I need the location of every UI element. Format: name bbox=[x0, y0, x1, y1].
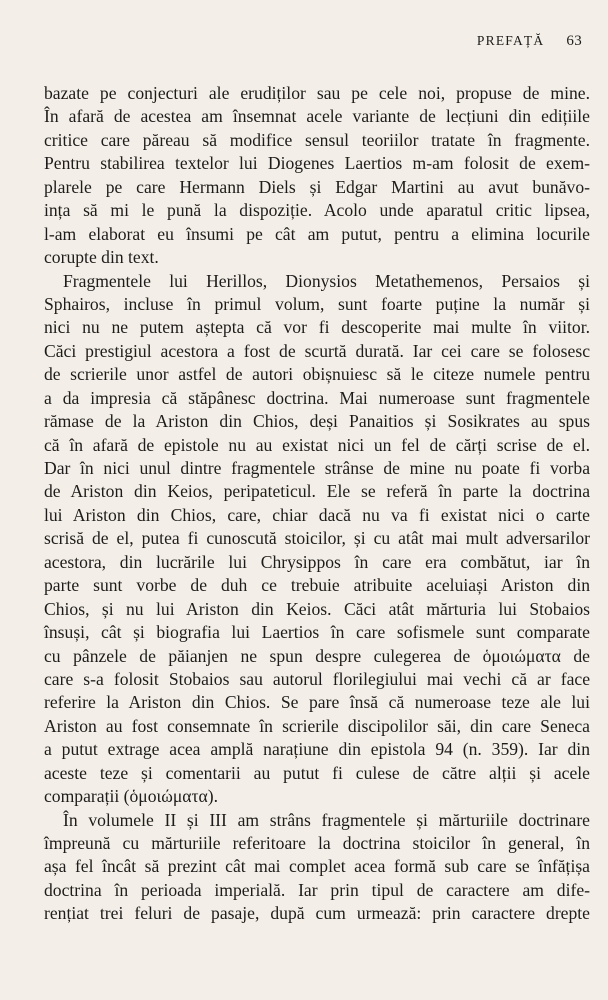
text-line: rămase de la Ariston din Chios, deși Panaitios și Sosikrates au spus bbox=[44, 411, 590, 432]
text-line: Ariston au fost consemnate în scrierile discipolilor săi, din care Seneca bbox=[44, 715, 590, 736]
text-line: plarele pe care Hermann Diels și Edgar Martini au avut bunăvo- bbox=[44, 176, 590, 197]
paragraph bbox=[44, 809, 590, 926]
text-line: așa fel încât să prezint cât mai complet acea formă sub care se înfățișa bbox=[44, 856, 590, 877]
text-line: Sphairos, incluse în primul volum, sunt foarte puține la număr și bbox=[44, 293, 590, 314]
text-line: Pentru stabilirea textelor lui Diogenes Laertios m-am folosit de exem- bbox=[44, 153, 590, 174]
text-line: nici nu ne putem aștepta că vor fi descoperite mai multe în viitor. bbox=[44, 317, 590, 338]
text-line: referire la Ariston din Chios. Se pare însă că numeroase teze ale lui bbox=[44, 692, 590, 713]
text-line: împreună cu mărturiile referitoare la doctrina stoicilor în general, în bbox=[44, 833, 590, 853]
running-header bbox=[477, 33, 582, 50]
text-line: cu pânzele de păianjen ne spun despre culegerea de ὁμοιώματα de bbox=[44, 645, 590, 666]
text-line: însuși, cât și biografia lui Laertios în care sofismele sunt comparate bbox=[44, 622, 590, 643]
text-line: l-am elaborat eu însumi pe cât am putut, pentru a elimina locurile bbox=[44, 223, 590, 244]
text-line: Fragmentele lui Herillos, Dionysios Metathemenos, Persaios și bbox=[63, 270, 590, 291]
body-text bbox=[44, 82, 590, 926]
text-line: de Ariston din Keios, peripateticul. Ele se referă în parte la doctrina bbox=[44, 481, 590, 502]
text-line: acestora, din lucrările lui Chrysippos în care era combătut, iar în bbox=[44, 551, 590, 572]
page-number: 63 bbox=[566, 33, 582, 49]
text-line: În afară de acestea am însemnat acele variante de lecțiuni din edițiile bbox=[44, 106, 590, 127]
running-header-title: PREFAȚĂ bbox=[476, 33, 545, 48]
text-line: că în afară de epistole nu au existat nici un fel de cărți scrise de el. bbox=[44, 434, 590, 455]
text-line: corupte din text. bbox=[44, 247, 159, 268]
text-line: Dar în nici unul dintre fragmentele strânse de mine nu poate fi vorba bbox=[44, 458, 590, 478]
text-line: care s-a folosit Stobaios sau autorul florilegiului mai vechi că ar face bbox=[44, 668, 590, 689]
text-line: rențiat trei feluri de pasaje, după cum urmează: prin caractere drepte bbox=[44, 903, 590, 924]
text-line: de scrierile unor astfel de autori obișnuiesc să le citeze numele pentru bbox=[44, 364, 590, 385]
text-line: bazate pe conjecturi ale erudiților sau pe cele noi, propuse de mine. bbox=[44, 83, 590, 103]
text-line: În volumele II și III am strâns fragmentele și mărturiile doctrinare bbox=[63, 809, 590, 830]
text-line: ința să mi le pună la dispoziție. Acolo unde aparatul critic lipsea, bbox=[44, 200, 590, 221]
text-line: a putut extrage acea amplă narațiune din epistola 94 (n. 359). Iar din bbox=[44, 739, 590, 760]
text-line: Căci prestigiul acestora a fost de scurtă durată. Iar cei care se folosesc bbox=[44, 340, 590, 361]
paragraph bbox=[44, 82, 590, 270]
text-line: scrisă de el, putea fi cunoscută stoicilor, și cu atât mai mult adversarilor bbox=[44, 528, 590, 549]
text-line: Chios, și nu lui Ariston din Keios. Căci atât mărturia lui Stobaios bbox=[44, 598, 590, 619]
text-line: doctrina în perioada imperială. Iar prin tipul de caractere am dife- bbox=[44, 879, 590, 900]
paragraph bbox=[44, 270, 590, 809]
text-line: lui Ariston din Chios, care, chiar dacă nu va fi existat nici o carte bbox=[44, 504, 590, 525]
text-line: parte sunt vorbe de duh ce trebuie atribuite aceluiași Ariston din bbox=[44, 575, 590, 596]
text-line: comparații (ὁμοιώματα). bbox=[44, 786, 219, 807]
text-line: aceste teze și comentarii au putut fi culese de către alții și acele bbox=[44, 762, 590, 783]
text-line: critice care păreau să modifice sensul teoriilor tratate în fragmente. bbox=[44, 129, 590, 150]
text-line: a da impresia că stăpânesc doctrina. Mai numeroase sunt fragmentele bbox=[44, 387, 590, 408]
